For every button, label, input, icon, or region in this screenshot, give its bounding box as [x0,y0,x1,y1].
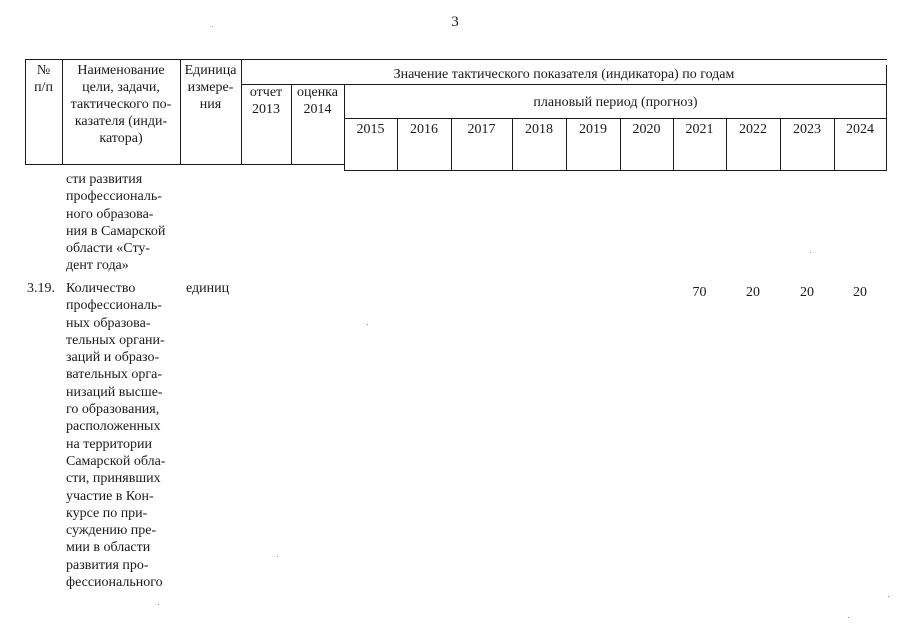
header-values-by-year: Значение тактического показателя (индикатора) по годам [393,67,735,82]
value-2024: 20 [853,285,867,300]
value-2021: 70 [692,285,707,300]
row-unit: единиц [186,281,230,296]
header-estimate-2014: оценка 2014 [296,85,338,117]
row-name: Количество профессиональ- ных образова- тельных органи- заций и образо- вательных орга- низаций высше- го образования, расположенных на территории Самарской обла- сти, принявших участие в Кон- курсе по при- суждению пре- мии в области развития про- фессионального [66,281,166,591]
header-year: 2018 [525,122,553,137]
header-year: 2022 [739,122,767,137]
continuation-row-name: сти развития профессиональ- ного образова- ния в Самарской области «Сту- дент года» [66,172,166,274]
header-report-2013: отчет 2013 [249,85,283,117]
header-year: 2023 [793,122,821,137]
page-number: 3 [451,14,459,30]
header-planned-period: плановый период (прогноз) [533,95,698,110]
header-year: 2021 [685,122,714,137]
header-year: 2016 [410,122,438,137]
header-year: 2017 [467,122,496,137]
header-year: 2020 [632,122,661,137]
header-year: 2015 [356,122,385,137]
header-num: № п/п [34,63,53,95]
header-year: 2019 [579,122,607,137]
value-2022: 20 [746,285,760,300]
row-number: 3.19. [27,281,55,296]
header-year: 2024 [846,122,874,137]
value-2023: 20 [800,285,814,300]
header-unit: Единица измере- ния [184,63,237,112]
header-name: Наименование цели, задачи, тактического по- казателя (инди- катора) [70,63,172,146]
